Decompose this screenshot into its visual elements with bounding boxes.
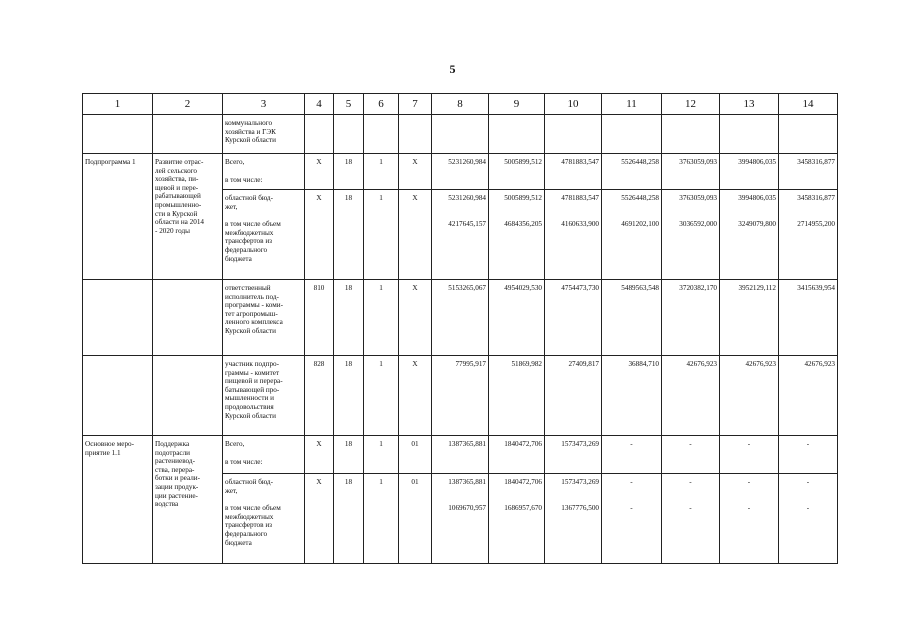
table-cell: 3994806,035 3249079,800	[720, 190, 779, 280]
table-cell: 5526448,258	[602, 154, 662, 190]
row-label: ответственный исполнитель под- программы - коми- тет агропромыш- ленного комплекса Курской области	[223, 280, 305, 356]
table-cell: 3952129,112	[720, 280, 779, 356]
table-cell: -	[720, 436, 779, 474]
table-row: Основное меро- приятие 1.1 Поддержка подотрасли растениевод- ства, перера- ботки и реали- зации продук- ции растение- водства Всего, в том числе: Х 18 1 01 1387365,881 1840472,706 1573473,269 - - - -	[83, 436, 838, 474]
row-label: Всего, в том числе:	[223, 436, 305, 474]
table-cell: 42676,923	[720, 356, 779, 436]
table-row: областной бюд- жет, в том числе объем межбюджетных трансфертов из федерального бюджета Х 18 1 Х 5231260,984 4217645,157 5005899,512 4684356,205 4781883,547 4160633,900 5526448,258 4691202,100 3763059,093 3036592,000 3994806,035 3249079,800 3458316,877 2714955,200	[83, 190, 838, 280]
table-cell: 1387365,881	[432, 436, 489, 474]
table-row: участник подпро- граммы - комитет пищевой и перера- батывающей про- мышленности и продовольствия Курской области 828 18 1 Х 77995,917 51869,982 27409,817 36884,710 42676,923 42676,923 42676,923	[83, 356, 838, 436]
table-cell: - -	[602, 474, 662, 564]
table-cell: 3458316,877	[779, 154, 838, 190]
row-label: Всего, в том числе:	[223, 154, 305, 190]
col-header: 2	[153, 94, 223, 115]
table-cell: 4954029,530	[489, 280, 545, 356]
table-cell: - -	[662, 474, 720, 564]
col-header: 9	[489, 94, 545, 115]
col-header: 3	[223, 94, 305, 115]
table-cell: -	[779, 436, 838, 474]
table-cell: 27409,817	[545, 356, 602, 436]
table-cell: 3415639,954	[779, 280, 838, 356]
row-label: коммунального хозяйства и ГЭК Курской области	[223, 115, 305, 154]
page-number: 5	[449, 62, 456, 76]
table-cell: 4754473,730	[545, 280, 602, 356]
table-cell: 5489563,548	[602, 280, 662, 356]
budget-table	[82, 93, 838, 564]
table-cell: 3720382,170	[662, 280, 720, 356]
row-label: областной бюд- жет, в том числе объем межбюджетных трансфертов из федерального бюджета	[223, 190, 305, 280]
table-row: ответственный исполнитель под- программы - коми- тет агропромыш- ленного комплекса Курской области 810 18 1 Х 5153265,067 4954029,530 4754473,730 5489563,548 3720382,170 3952129,112 3415639,954	[83, 280, 838, 356]
measure-name: Основное меро- приятие 1.1	[83, 436, 153, 564]
table-cell: 77995,917	[432, 356, 489, 436]
table-cell: 51869,982	[489, 356, 545, 436]
row-label: участник подпро- граммы - комитет пищевой и перера- батывающей про- мышленности и продовольствия Курской области	[223, 356, 305, 436]
col-header: 4	[305, 94, 334, 115]
continuation-row	[83, 115, 838, 154]
table-cell: 42676,923	[662, 356, 720, 436]
table-cell: 1573473,269	[545, 436, 602, 474]
table-cell: - -	[720, 474, 779, 564]
row-label: областной бюд- жет, в том числе объем межбюджетных трансфертов из федерального бюджета	[223, 474, 305, 564]
table-cell: 5231260,984 4217645,157	[432, 190, 489, 280]
table-cell: -	[662, 436, 720, 474]
subprogram-name: Подпрограмма 1	[83, 154, 153, 280]
col-header: 6	[364, 94, 399, 115]
table-cell: 5526448,258 4691202,100	[602, 190, 662, 280]
table-cell: 5005899,512 4684356,205	[489, 190, 545, 280]
table-cell: 3763059,093 3036592,000	[662, 190, 720, 280]
table-cell: 5231260,984	[432, 154, 489, 190]
col-header: 5	[334, 94, 364, 115]
col-header: 14	[779, 94, 838, 115]
col-header: 7	[399, 94, 432, 115]
table-cell: 5005899,512	[489, 154, 545, 190]
table-cell: 1840472,706	[489, 436, 545, 474]
table-row: областной бюд- жет, в том числе объем межбюджетных трансфертов из федерального бюджета Х 18 1 01 1387365,881 1069670,957 1840472,706 1686957,670 1573473,269 1367776,500 - - - - - - - -	[83, 474, 838, 564]
table-cell: 4781883,547 4160633,900	[545, 190, 602, 280]
col-header: 12	[662, 94, 720, 115]
col-header: 1	[83, 94, 153, 115]
col-header: 8	[432, 94, 489, 115]
table-cell: 36884,710	[602, 356, 662, 436]
table-cell: 3763059,093	[662, 154, 720, 190]
table-cell: 3458316,877 2714955,200	[779, 190, 838, 280]
table-row: Подпрограмма 1 Развитие отрас- лей сельского хозяйства, пи- щевой и пере- рабатывающей промышленно- сти в Курской области на 2014 - 2020 годы Всего, в том числе: Х 18 1 Х 5231260,984 5005899,512 4781883,547 5526448,258 3763059,093 3994806,035 3458316,877	[83, 154, 838, 190]
col-header: 13	[720, 94, 779, 115]
table-cell: -	[602, 436, 662, 474]
col-header: 11	[602, 94, 662, 115]
table-cell: 1573473,269 1367776,500	[545, 474, 602, 564]
header-row	[83, 94, 838, 115]
table-cell: 4781883,547	[545, 154, 602, 190]
table-cell: 3994806,035	[720, 154, 779, 190]
table-cell: 1387365,881 1069670,957	[432, 474, 489, 564]
col-header: 10	[545, 94, 602, 115]
table-cell: 42676,923	[779, 356, 838, 436]
measure-title: Поддержка подотрасли растениевод- ства, перера- ботки и реали- зации продук- ции растение- водства	[153, 436, 223, 564]
subprogram-title: Развитие отрас- лей сельского хозяйства, пи- щевой и пере- рабатывающей промышленно- сти в Курской области на 2014 - 2020 годы	[153, 154, 223, 280]
table-cell: 1840472,706 1686957,670	[489, 474, 545, 564]
table-cell: - -	[779, 474, 838, 564]
table-cell: 5153265,067	[432, 280, 489, 356]
